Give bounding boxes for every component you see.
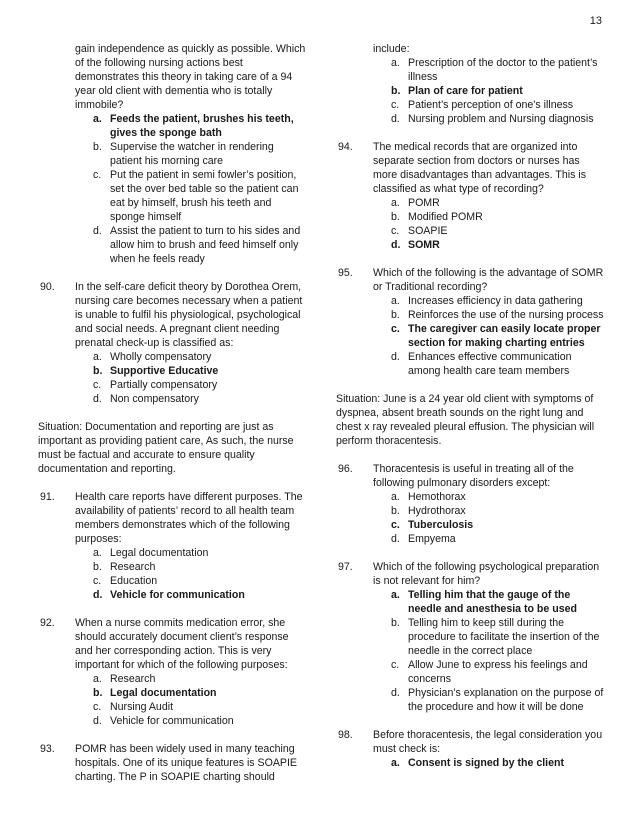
question-98 bbox=[336, 728, 606, 770]
question-text: Before thoracentesis, the legal consideration you must check is: bbox=[373, 729, 603, 755]
option-b: b. Supervise the watcher in rendering patient his morning care bbox=[93, 141, 274, 167]
question-text: POMR has been widely used in many teaching hospitals. One of its unique features is SOAPIE charting. The P in SOAPIE charting should bbox=[75, 743, 297, 783]
options-list bbox=[373, 196, 606, 252]
question-96 bbox=[336, 462, 606, 546]
question-91 bbox=[38, 490, 306, 602]
option-c: c. SOAPIE bbox=[391, 225, 448, 237]
question-text: Which of the following psychological preparation is not relevant for him? bbox=[373, 561, 600, 587]
options-list bbox=[373, 588, 606, 714]
question-text: Thoracentesis is useful in treating all of the following pulmonary disorders except: bbox=[373, 463, 574, 489]
question-number: 90. bbox=[40, 281, 55, 293]
question-number: 91. bbox=[40, 491, 55, 503]
option-a: a. Consent is signed by the client bbox=[391, 757, 564, 769]
option-d: d. Vehicle for communication bbox=[93, 715, 234, 727]
option-a: a. Wholly compensatory bbox=[93, 351, 212, 363]
option-b: b. Legal documentation bbox=[93, 687, 217, 699]
question-text: The medical records that are organized into separate section from doctors or nurses has more disadvantages than advantages. This is classified as what type of recording? bbox=[373, 141, 586, 195]
option-d: d. Assist the patient to turn to his sides and allow him to brush and feed himself only when he feels ready bbox=[93, 225, 301, 265]
option-c: c. Put the patient in semi fowler’s position, set the over bed table so the patient can eat by himself, brush his teeth and sponge himself bbox=[93, 169, 299, 223]
question-text: In the self-care deficit theory by Dorothea Orem, nursing care becomes necessary when a patient is unable to fulfil his physiological, psychological and social needs. A pregnant client needing prenatal check-up is classified as: bbox=[75, 281, 303, 349]
question-number: 97. bbox=[338, 561, 353, 573]
option-b: b. Research bbox=[93, 561, 156, 573]
question-90 bbox=[38, 280, 306, 406]
right-column bbox=[336, 42, 606, 770]
options-list bbox=[75, 112, 306, 266]
question-93-continued bbox=[336, 42, 606, 126]
option-c: c. Education bbox=[93, 575, 158, 587]
option-c: c. Patient’s perception of one’s illness bbox=[391, 99, 574, 111]
options-list bbox=[75, 546, 306, 602]
option-d: d. Nursing problem and Nursing diagnosis bbox=[391, 113, 594, 125]
option-b: b. Hydrothorax bbox=[391, 505, 466, 517]
option-b: b. Plan of care for patient bbox=[391, 85, 523, 97]
option-a: a. Telling him that the gauge of the needle and anesthesia to be used bbox=[391, 589, 577, 615]
option-b: b. Reinforces the use of the nursing process bbox=[391, 309, 604, 321]
question-number: 93. bbox=[40, 743, 55, 755]
question-number: 94. bbox=[338, 141, 353, 153]
option-c: c. Tuberculosis bbox=[391, 519, 474, 531]
options-list bbox=[75, 672, 306, 728]
option-d: d. Physician’s explanation on the purpose of the procedure and how it will be done bbox=[391, 687, 604, 713]
option-b: b. Supportive Educative bbox=[93, 365, 219, 377]
option-c: c. Allow June to express his feelings and concerns bbox=[391, 659, 588, 685]
option-b: b. Modified POMR bbox=[391, 211, 483, 223]
question-89-continued bbox=[38, 42, 306, 266]
question-97 bbox=[336, 560, 606, 714]
option-d: d. Vehicle for communication bbox=[93, 589, 245, 601]
option-d: d. SOMR bbox=[391, 239, 440, 251]
options-list bbox=[373, 56, 606, 126]
question-93 bbox=[38, 742, 306, 784]
question-text: gain independence as quickly as possible. Which of the following nursing actions best demonstrates this theory in taking care of a 94 year old client with dementia who is totally immobile? bbox=[75, 43, 306, 111]
question-number: 95. bbox=[338, 267, 353, 279]
page-number: 13 bbox=[589, 15, 602, 27]
question-number: 98. bbox=[338, 729, 353, 741]
question-text: Which of the following is the advantage of SOMR or Traditional recording? bbox=[373, 267, 604, 293]
option-a: a. Research bbox=[93, 673, 156, 685]
option-a: a. Feeds the patient, brushes his teeth, gives the sponge bath bbox=[93, 113, 294, 139]
question-number: 92. bbox=[40, 617, 55, 629]
option-c: c. Partially compensatory bbox=[93, 379, 218, 391]
options-list bbox=[373, 490, 606, 546]
option-b: b. Telling him to keep still during the procedure to facilitate the insertion of the needle in the correct place bbox=[391, 617, 600, 657]
option-d: d. Non compensatory bbox=[93, 393, 199, 405]
situation-documentation: Situation: Documentation and reporting are just as important as providing patient care, As such, the nurse must be factual and accurate to ensure quality documentation and reporting. bbox=[38, 421, 294, 475]
question-text: include: bbox=[373, 43, 410, 55]
option-d: d. Enhances effective communication among health care team members bbox=[391, 351, 572, 377]
option-c: c. Nursing Audit bbox=[93, 701, 174, 713]
question-92 bbox=[38, 616, 306, 728]
option-d: d. Empyema bbox=[391, 533, 456, 545]
option-a: a. Legal documentation bbox=[93, 547, 209, 559]
option-a: a. Hemothorax bbox=[391, 491, 466, 503]
option-a: a. Increases efficiency in data gathering bbox=[391, 295, 583, 307]
question-94 bbox=[336, 140, 606, 252]
option-c: c. The caregiver can easily locate proper section for making charting entries bbox=[391, 323, 601, 349]
options-list bbox=[373, 756, 606, 770]
situation-thoracentesis: Situation: June is a 24 year old client with symptoms of dyspnea, absent breath sounds on the right lung and chest x ray revealed pleural effusion. The physician will perform thoracentesis. bbox=[336, 393, 595, 447]
options-list bbox=[373, 294, 606, 378]
option-a: a. POMR bbox=[391, 197, 440, 209]
options-list bbox=[75, 350, 306, 406]
question-number: 96. bbox=[338, 463, 353, 475]
left-column bbox=[38, 42, 306, 784]
option-a: a. Prescription of the doctor to the patient’s illness bbox=[391, 57, 598, 83]
question-text: When a nurse commits medication error, she should accurately document client’s response and her corresponding action. This is very important for which of the following purposes: bbox=[75, 617, 289, 671]
question-95 bbox=[336, 266, 606, 378]
question-text: Health care reports have different purposes. The availability of patients’ record to all health team members demonstrates which of the following purposes: bbox=[75, 491, 303, 545]
